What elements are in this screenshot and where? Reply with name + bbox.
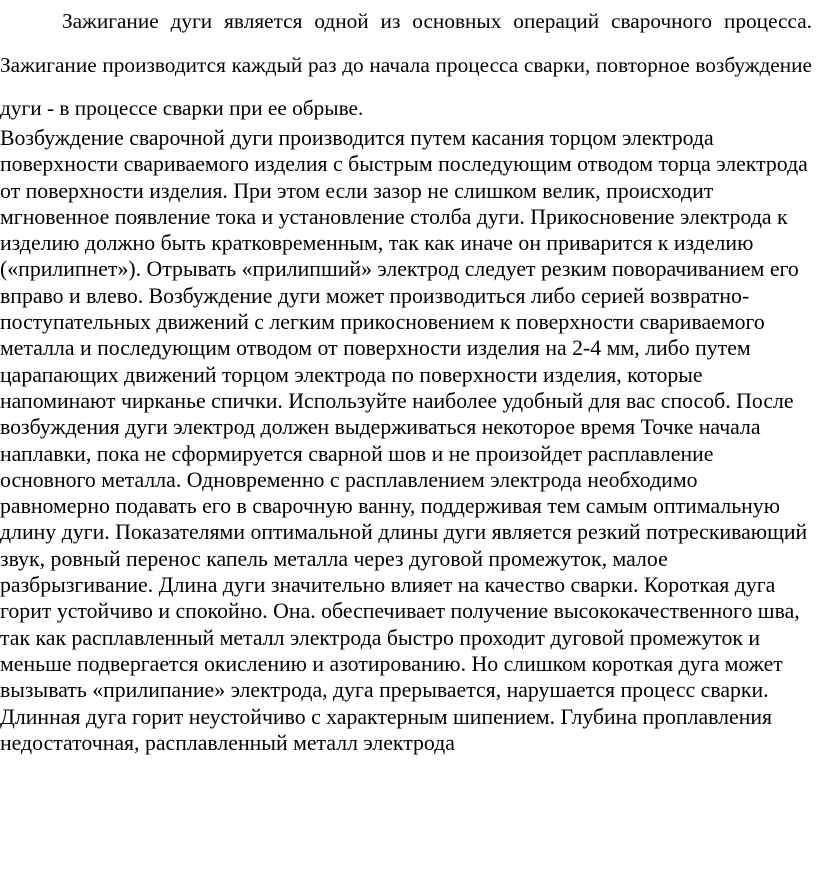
paragraph-arc-ignition-intro: Зажигание дуги является одной из основных операций сварочного процесса. Зажигание производится каждый раз до начала процесса сварки, повторное возбуждение дуги - в процессе сварки при ее обрыве. [0,9,812,120]
paragraph-arc-excitation: Возбуждение сварочной дуги производится путем касания торцом электрода поверхности свариваемого изделия с быстрым последующим отводом торца электрода от поверхности изделия. При этом если зазор не слишком велик, происходит мгновенное появление тока и установление столба дуги. Прикосновение электрода к изделию должно быть кратковременным, так как иначе он приварится к изделию («прилипнет»). Отрывать «прилипший» электрод следует резким поворачиванием его вправо и влево. Возбуждение дуги может производиться либо серией возвратно-поступательных движений с легким прикосновением к поверхности свариваемого металла и последующим отводом от поверхности изделия на 2-4 мм, либо путем царапающих движений торцом электрода по поверхности изделия, которые напоминают чирканье спички. Используйте наиболее удобный для вас способ. После возбуждения дуги электрод должен выдерживаться некоторое время Точке начала наплавки, пока не сформируется сварной шов и не произойдет расплавление основного металла. Одновременно с расплавлением электрода необходимо равномерно подавать его в сварочную ванну, поддерживая тем самым оптимальную длину дуги. Показателями оптимальной длины дуги является резкий потрескивающий звук, ровный перенос капель металла через дуговой промежуток, малое разбрызгивание. Длина дуги значительно влияет на качество сварки. Короткая дуга горит устойчиво и спокойно. Она. обеспечивает получение высококачественного шва, так как расплавленный металл электрода быстро проходит дуговой промежуток и меньше подвергается окислению и азотированию. Но слишком короткая дуга может вызывать «прилипание» электрода, дуга прерывается, нарушается процесс сварки. Длинная дуга горит неустойчиво с характерным шипением. Глубина проплавления недостаточная, расплавленный металл электрода [0,126,808,755]
